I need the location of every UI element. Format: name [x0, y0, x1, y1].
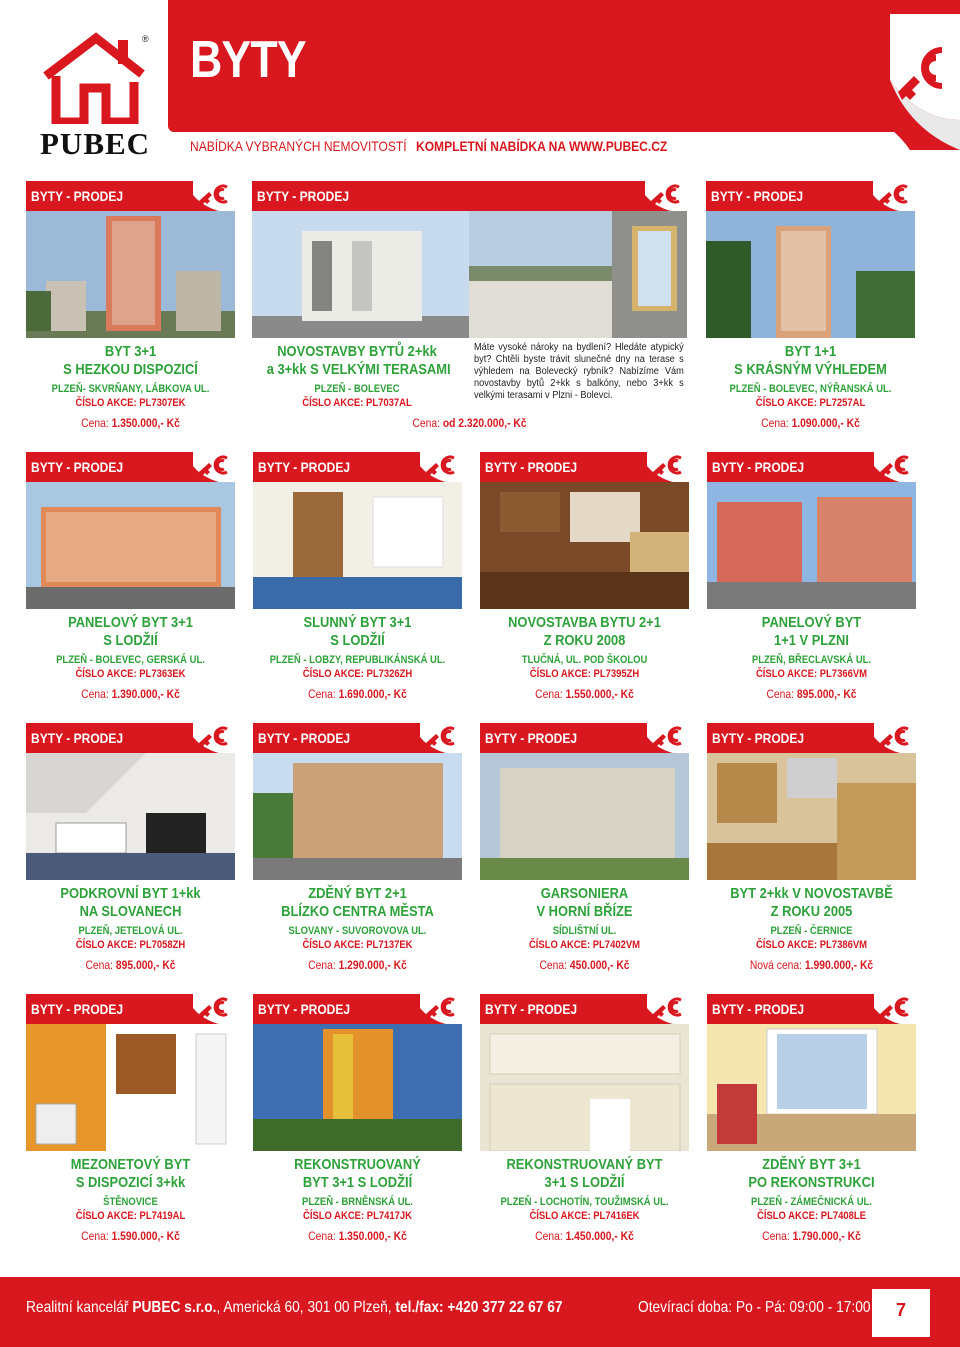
listing-title: 1+1 V PLZNI — [774, 632, 849, 649]
listing-location: PLZEŇ - LOCHOTÍN, TOUŽIMSKÁ UL. — [500, 1196, 669, 1208]
listing-bar: BYTY - PRODEJ — [252, 181, 687, 211]
logo[interactable] — [18, 14, 168, 164]
listing-photo — [26, 482, 235, 609]
listing-title: SLUNNÝ BYT 3+1 — [303, 614, 412, 631]
footer — [0, 1277, 960, 1347]
listing-title: NOVOSTAVBA BYTU 2+1 — [508, 614, 661, 631]
listing-location: TLUČNÁ, UL. POD ŠKOLOU — [521, 654, 648, 666]
listing-price: Cena: 1.790.000,- Kč — [762, 1229, 861, 1243]
listing-photo — [707, 1024, 916, 1151]
listing-photo — [480, 1024, 689, 1151]
listing-price: Cena: 1.290.000,- Kč — [308, 958, 407, 972]
listing-bar: BYTY - PRODEJ — [253, 452, 462, 482]
footer-contact: Realitní kancelář PUBEC s.r.o., Americká 60, 301 00 Plzeň, tel./fax: +420 377 22 67 67 — [26, 1299, 563, 1316]
listing-title: BYT 3+1 — [104, 343, 157, 360]
listing-title: S KRÁSNÝM VÝHLEDEM — [734, 361, 887, 378]
listing-info — [480, 1156, 689, 1244]
listing-code: ČÍSLO AKCE: PL7419AL — [75, 1210, 186, 1222]
listing-card[interactable] — [253, 994, 462, 1256]
listing-location: ŠTĚNOVICE — [103, 1196, 158, 1208]
listing-bar: BYTY - PRODEJ — [706, 181, 915, 211]
listing-location: PLZEŇ - ZÁMEČNICKÁ UL. — [751, 1196, 872, 1208]
listing-info — [253, 1156, 462, 1244]
listing-card[interactable] — [480, 723, 689, 985]
subtitle-right[interactable]: KOMPLETNÍ NABÍDKA NA WWW.PUBEC.CZ — [416, 138, 668, 154]
listing-title: PO REKONSTRUKCI — [748, 1174, 875, 1191]
listing-info — [26, 343, 235, 431]
listing-title: PANELOVÝ BYT — [761, 614, 862, 631]
listing-photo — [707, 753, 916, 880]
listing-code: ČÍSLO AKCE: PL7395ZH — [529, 668, 640, 680]
listing-code: ČÍSLO AKCE: PL7402VM — [528, 939, 641, 951]
listing-price: Cena: 1.350.000,- Kč — [81, 416, 180, 430]
listing-card[interactable] — [253, 723, 462, 985]
listing-photo — [706, 211, 915, 338]
listing-info — [26, 614, 235, 702]
listing-code: ČÍSLO AKCE: PL7366VM — [755, 668, 868, 680]
listing-price: Cena: 1.390.000,- Kč — [81, 687, 180, 701]
listing-code: ČÍSLO AKCE: PL7417JK — [302, 1210, 413, 1222]
listing-price: Cena: 1.090.000,- Kč — [761, 416, 860, 430]
listing-location: PLZEŇ - BOLEVEC, NÝŘANSKÁ UL. — [729, 383, 892, 395]
listing-bar: BYTY - PRODEJ — [480, 994, 689, 1024]
listing-photo — [26, 211, 235, 338]
listing-info — [480, 885, 689, 973]
listing-price: Cena: 1.690.000,- Kč — [308, 687, 407, 701]
listing-title: S LODŽIÍ — [330, 632, 385, 649]
listing-card[interactable] — [26, 994, 235, 1256]
subtitle-left: NABÍDKA VYBRANÝCH NEMOVITOSTÍ — [190, 138, 407, 154]
listing-title: Z ROKU 2005 — [770, 903, 853, 920]
listing-bar: BYTY - PRODEJ — [26, 181, 235, 211]
listing-location: PLZEŇ - BOLEVEC — [314, 383, 400, 395]
listing-code: ČÍSLO AKCE: PL7058ZH — [75, 939, 186, 951]
listing-card[interactable] — [480, 452, 689, 714]
key-icon — [866, 446, 916, 484]
listing-row — [26, 452, 936, 723]
listing-code: ČÍSLO AKCE: PL7386VM — [755, 939, 868, 951]
listing-row — [26, 994, 936, 1265]
listing-title: BYT 2+kk V NOVOSTAVBĚ — [730, 885, 893, 902]
listing-title: ZDĚNÝ BYT 3+1 — [762, 1156, 861, 1173]
listing-card[interactable] — [707, 994, 916, 1256]
listing-title: PODKROVNÍ BYT 1+kk — [60, 885, 201, 902]
listing-location: PLZEŇ - BOLEVEC, GERSKÁ UL. — [56, 654, 205, 666]
listing-bar: BYTY - PRODEJ — [26, 452, 235, 482]
key-icon — [866, 717, 916, 755]
listing-card[interactable] — [26, 723, 235, 985]
listing-card[interactable] — [707, 452, 916, 714]
listing-title: GARSONIERA — [540, 885, 629, 902]
listing-photo — [707, 482, 916, 609]
page-number-box — [872, 1289, 930, 1337]
key-icon — [185, 988, 235, 1026]
key-icon — [412, 988, 462, 1026]
listing-location: SÍDLIŠTNÍ UL. — [552, 925, 617, 937]
listing-title: NOVOSTAVBY BYTŮ 2+kk — [277, 343, 437, 360]
listing-price: Cena: 895.000,- Kč — [85, 958, 176, 972]
listing-bar: BYTY - PRODEJ — [253, 994, 462, 1024]
listing-photo — [253, 482, 462, 609]
listing-location: PLZEŇ, JETELOVÁ UL. — [78, 925, 183, 937]
listing-info — [707, 1156, 916, 1244]
page-title: BYTY — [190, 31, 306, 89]
listing-title: REKONSTRUOVANÝ BYT — [506, 1156, 663, 1173]
listing-info — [253, 614, 462, 702]
listing-photo — [480, 753, 689, 880]
listing-bar: BYTY - PRODEJ — [253, 723, 462, 753]
listing-bar: BYTY - PRODEJ — [480, 723, 689, 753]
listing-title: a 3+kk S VELKÝMI TERASAMI — [266, 361, 451, 378]
listing-card[interactable] — [706, 181, 915, 443]
key-icon — [412, 717, 462, 755]
listing-photo — [252, 211, 687, 338]
listing-row — [26, 723, 936, 994]
listing-location: PLZEŇ - BRNĚNSKÁ UL. — [302, 1196, 413, 1208]
listing-info — [253, 885, 462, 973]
listing-info — [480, 614, 689, 702]
listing-location: SLOVANY - SUVOROVOVA UL. — [288, 925, 427, 937]
listing-card[interactable] — [480, 994, 689, 1256]
key-icon — [639, 988, 689, 1026]
listing-card[interactable] — [26, 452, 235, 714]
key-icon — [185, 717, 235, 755]
listing-location: PLZEŇ- SKVRŇANY, LÁBKOVA UL. — [51, 383, 210, 395]
listing-code: ČÍSLO AKCE: PL7257AL — [755, 397, 866, 409]
key-icon — [639, 717, 689, 755]
listing-photo — [26, 753, 235, 880]
svg-text:®: ® — [142, 34, 149, 44]
listing-title: PANELOVÝ BYT 3+1 — [68, 614, 193, 631]
listing-title: S LODŽIÍ — [103, 632, 158, 649]
page-number: 7 — [895, 1300, 906, 1320]
listing-price: Cena: 1.550.000,- Kč — [535, 687, 634, 701]
listing-photo — [480, 482, 689, 609]
listing-bar: BYTY - PRODEJ — [707, 452, 916, 482]
listing-price: Cena: 1.350.000,- Kč — [308, 1229, 407, 1243]
listing-title: Z ROKU 2008 — [543, 632, 626, 649]
listing-code: ČÍSLO AKCE: PL7363EK — [75, 668, 186, 680]
listing-info — [707, 885, 916, 973]
listing-card-wide[interactable] — [252, 181, 687, 443]
listing-bar: BYTY - PRODEJ — [26, 723, 235, 753]
listing-card[interactable] — [253, 452, 462, 714]
listing-title: BYT 3+1 S LODŽIÍ — [302, 1174, 413, 1191]
listing-code: ČÍSLO AKCE: PL7408LE — [756, 1210, 866, 1222]
listing-photo — [26, 1024, 235, 1151]
key-icon — [637, 175, 687, 213]
listing-bar: BYTY - PRODEJ — [707, 723, 916, 753]
listing-location: PLZEŇ, BŘECLAVSKÁ UL. — [751, 654, 872, 666]
listing-info — [26, 1156, 235, 1244]
listing-card[interactable] — [707, 723, 916, 985]
listing-title: V HORNÍ BŘÍZE — [536, 903, 633, 920]
listing-grid — [26, 181, 936, 1265]
listing-code: ČÍSLO AKCE: PL7037AL — [302, 397, 412, 409]
listing-location: PLZEŇ - LOBZY, REPUBLIKÁNSKÁ UL. — [269, 654, 446, 666]
key-icon — [185, 175, 235, 213]
listing-title: REKONSTRUOVANÝ — [294, 1156, 421, 1173]
listing-title: MEZONETOVÝ BYT — [70, 1156, 191, 1173]
key-icon — [412, 446, 462, 484]
listing-price: Cena: 450.000,- Kč — [539, 958, 630, 972]
listing-title: 3+1 S LODŽIÍ — [544, 1174, 625, 1191]
listing-photo — [253, 1024, 462, 1151]
key-icon — [865, 175, 915, 213]
footer-hours: Otevírací doba: Po - Pá: 09:00 - 17:00 — [638, 1299, 871, 1316]
listing-price: Cena: 1.450.000,- Kč — [535, 1229, 634, 1243]
listing-code: ČÍSLO AKCE: PL7416EK — [529, 1210, 640, 1222]
listing-info — [26, 885, 235, 973]
listing-info — [252, 343, 462, 410]
listing-code: ČÍSLO AKCE: PL7307EK — [75, 397, 186, 409]
logo-text: PUBEC — [40, 126, 151, 161]
listing-title: BYT 1+1 — [784, 343, 837, 360]
listing-bar: BYTY - PRODEJ — [26, 994, 235, 1024]
key-icon — [639, 446, 689, 484]
listing-code: ČÍSLO AKCE: PL7326ZH — [302, 668, 413, 680]
key-icon — [185, 446, 235, 484]
listing-info — [706, 343, 915, 431]
listing-code: ČÍSLO AKCE: PL7137EK — [302, 939, 413, 951]
listing-bar: BYTY - PRODEJ — [707, 994, 916, 1024]
listing-title: BLÍZKO CENTRA MĚSTA — [281, 903, 434, 920]
listing-title: NA SLOVANECH — [79, 903, 182, 920]
listing-title: ZDĚNÝ BYT 2+1 — [308, 885, 407, 902]
listing-info — [707, 614, 916, 702]
listing-price: Cena: od 2.320.000,- Kč — [412, 416, 527, 430]
listing-price: Cena: 895.000,- Kč — [766, 687, 857, 701]
listing-title: S DISPOZICÍ 3+kk — [75, 1174, 186, 1191]
listing-price: Nová cena: 1.990.000,- Kč — [749, 958, 874, 972]
key-icon — [850, 0, 960, 150]
listing-title: S HEZKOU DISPOZICÍ — [63, 361, 198, 378]
listing-row — [26, 181, 936, 452]
listing-description: Máte vysoké nároky na bydlení? Hledáte atypický byt? Chtěli byste trávit slunečné dny na terase s výhledem na Bolevecký rybník? Nabízíme Vám novostavby bytů 2+kk s balkóny, nebo 3+kk s velkými terasami v Plzni - Bolevci. — [474, 342, 684, 401]
key-icon — [866, 988, 916, 1026]
house-logo-icon — [38, 32, 150, 124]
listing-bar: BYTY - PRODEJ — [480, 452, 689, 482]
listing-location: PLZEŇ - ČERNICE — [770, 925, 853, 937]
listing-price: Cena: 1.590.000,- Kč — [81, 1229, 180, 1243]
listing-photo — [253, 753, 462, 880]
listing-card[interactable] — [26, 181, 235, 443]
